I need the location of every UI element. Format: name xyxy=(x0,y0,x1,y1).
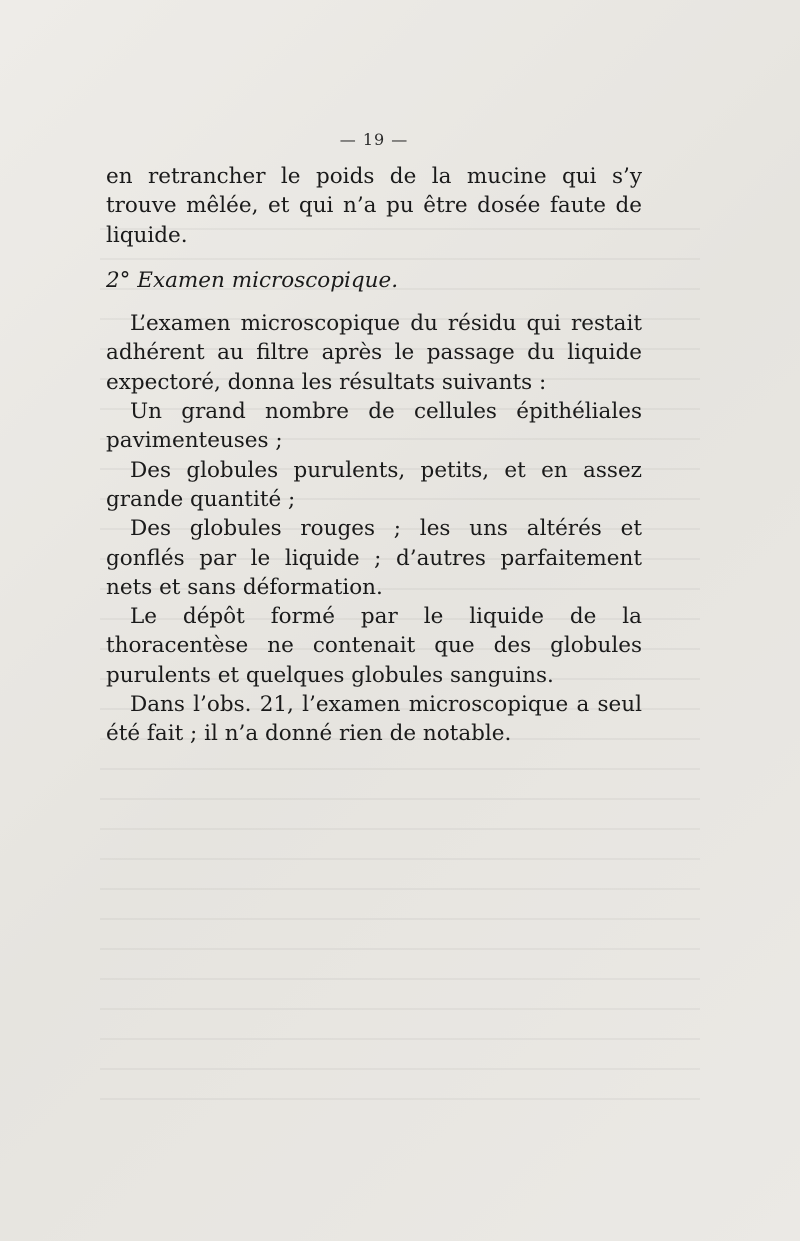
page-number: — 19 — xyxy=(339,130,409,149)
text-block xyxy=(106,125,642,749)
paragraph-cellules: Un grand nombre de cellules épithéliales pavimenteuses ; xyxy=(106,399,642,454)
paragraph-globules-purulents: Des globules purulents, petits, et en assez grande quantité ; xyxy=(106,457,642,512)
paragraph-examen: L’examen microscopique du résidu qui restait adhérent au filtre après le passage du liquide expectoré, donna les résultats suivants : xyxy=(106,311,642,395)
continuation-paragraph: en retrancher le poids de la mucine qui s’y trouve mêlée, et qui n’a pu être dosée faute de liquide. xyxy=(106,164,642,248)
paragraph-obs-21: Dans l’obs. 21, l’examen microscopique a seul été fait ; il n’a donné rien de notable. xyxy=(106,692,642,747)
section-heading: 2° Examen microscopique. xyxy=(106,267,399,293)
paragraph-depot: Le dépôt formé par le liquide de la thoracentèse ne contenait que des globules purulents et quelques globules sanguins. xyxy=(106,604,642,688)
paragraph-globules-rouges: Des globules rouges ; les uns altérés et gonflés par le liquide ; d’autres parfaitement nets et sans déformation. xyxy=(106,516,642,600)
